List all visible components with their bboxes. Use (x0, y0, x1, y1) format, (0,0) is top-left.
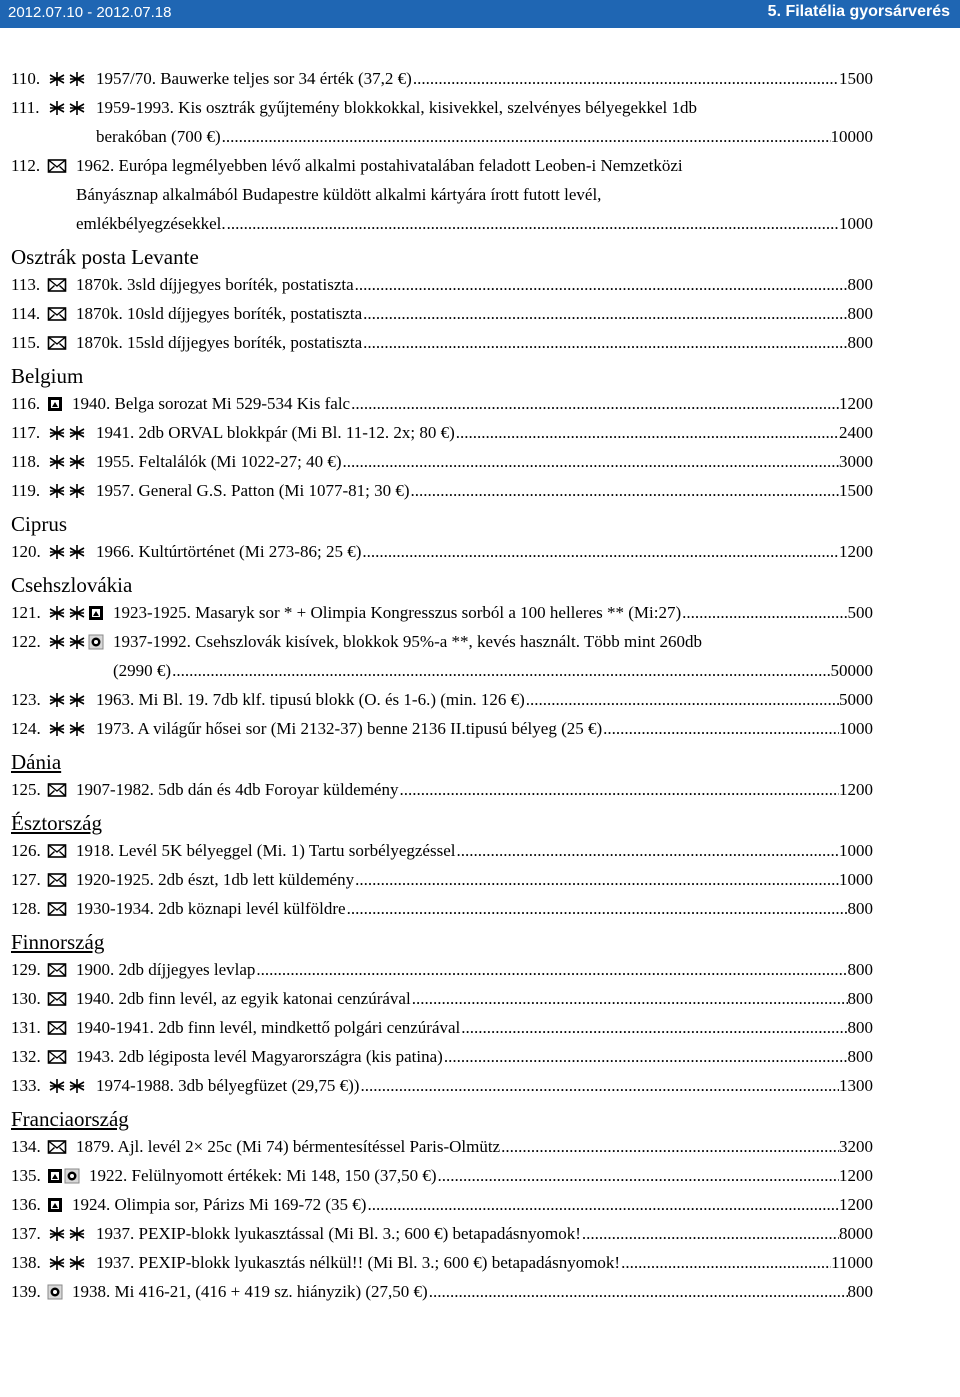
starting-price: 1200 (839, 780, 873, 799)
hinged-icon (47, 1197, 63, 1213)
dot-leader (429, 1277, 848, 1306)
description-text: 1962. Európa legmélyebben lévő alkalmi postahivatalában feladott Leoben-i Nemzetközi (76, 156, 683, 175)
lot-item (11, 389, 873, 418)
description-text: 1938. Mi 416-21, (416 + 419 sz. hiányzik) (27,50 €) (72, 1282, 428, 1301)
description-text: 1940-1941. 2db finn levél, mindkettő polgári cenzúrával (76, 1018, 461, 1037)
lot-number: 117. (11, 423, 41, 442)
lot-item (11, 955, 873, 984)
condition-icons (47, 418, 87, 447)
hinged-icon (47, 1168, 63, 1184)
lot-list (11, 64, 873, 1306)
description-text: 1923-1925. Masaryk sor * + Olimpia Kongresszus sorból a 100 helleres ** (Mi:27) (113, 603, 682, 622)
description-text: 1937. PEXIP-blokk lyukasztással (Mi Bl. 3.; 600 €) betapadásnyomok! (96, 1224, 581, 1243)
description-line (76, 299, 873, 328)
condition-icons (47, 476, 87, 505)
mint-icon (47, 634, 87, 650)
description-line (76, 775, 873, 804)
dot-leader (456, 418, 839, 447)
lot-description (76, 865, 873, 894)
section-heading: Észtország (11, 811, 102, 835)
description-line (76, 1013, 873, 1042)
starting-price: 800 (847, 960, 873, 979)
lot-number: 132. (11, 1047, 41, 1066)
description-text: Bányásznap alkalmából Budapestre küldött alkalmi kártyára írott futott levél, (76, 185, 602, 204)
description-text: 1957/70. Bauwerke teljes sor 34 érték (37,2 €) (96, 69, 412, 88)
section-heading: Franciaország (11, 1107, 129, 1131)
lot-number: 124. (11, 719, 41, 738)
lot-item (11, 1190, 873, 1219)
lot-number: 129. (11, 960, 41, 979)
description-text: 1963. Mi Bl. 19. 7db klf. tipusú blokk (O. és 1-6.) (min. 126 €) (96, 690, 525, 709)
dot-leader (582, 1219, 839, 1248)
description-text: 1966. Kultúrtörténet (Mi 273-86; 25 €) (96, 542, 362, 561)
starting-price: 800 (847, 333, 873, 352)
starting-price: 800 (847, 1282, 873, 1301)
description-text: 1940. 2db finn levél, az egyik katonai cenzúrával (76, 989, 411, 1008)
description-text: 1870k. 3sld díjjegyes boríték, postatiszta (76, 275, 354, 294)
dot-leader (682, 598, 847, 627)
lot-description (76, 1132, 873, 1161)
lot-item (11, 93, 873, 151)
starting-price: 1200 (839, 1166, 873, 1185)
starting-price: 500 (847, 603, 873, 622)
description-text: emlékbélyegzésekkel. (76, 214, 226, 233)
dot-leader (256, 955, 847, 984)
lot-number: 135. (11, 1166, 41, 1185)
starting-price: 10000 (830, 127, 873, 146)
condition-icons (47, 389, 63, 418)
condition-icons (47, 1248, 87, 1277)
dot-leader (351, 389, 839, 418)
lot-description (76, 984, 873, 1013)
description-line (76, 209, 873, 238)
lot-item (11, 151, 873, 238)
lot-description (96, 64, 873, 93)
lot-number: 122. (11, 632, 41, 651)
dot-leader (501, 1132, 839, 1161)
condition-icons (47, 955, 67, 984)
lot-description (96, 418, 873, 447)
section-heading: Osztrák posta Levante (11, 245, 199, 269)
lot-description (113, 598, 873, 627)
starting-price: 1300 (839, 1076, 873, 1095)
description-text: 1955. Feltalálók (Mi 1022-27; 40 €) (96, 452, 342, 471)
lot-item (11, 598, 873, 627)
lot-number: 139. (11, 1282, 41, 1301)
lot-number: 118. (11, 452, 41, 471)
starting-price: 800 (847, 275, 873, 294)
description-line (96, 93, 873, 122)
dot-leader (363, 328, 847, 357)
lot-description (96, 447, 873, 476)
description-line (96, 714, 873, 743)
condition-icons (47, 1277, 63, 1306)
lot-description (76, 1013, 873, 1042)
description-text: 1959-1993. Kis osztrák gyűjtemény blokkokkal, kisivekkel, szelvényes bélyegekkel 1db (96, 98, 698, 117)
description-line (76, 894, 873, 923)
description-line (96, 685, 873, 714)
dot-leader (343, 447, 839, 476)
description-line (72, 389, 873, 418)
lot-description (76, 151, 873, 238)
description-line (96, 1071, 873, 1100)
envelope-icon (47, 1020, 67, 1036)
starting-price: 8000 (839, 1224, 873, 1243)
lot-item (11, 1277, 873, 1306)
mint-icon (47, 71, 87, 87)
description-line (72, 1190, 873, 1219)
description-line (76, 1132, 873, 1161)
used-icon (88, 634, 104, 650)
description-line (76, 984, 873, 1013)
description-line (76, 865, 873, 894)
description-line (76, 836, 873, 865)
description-text: 1930-1934. 2db köznapi levél külföldre (76, 899, 346, 918)
dot-leader (347, 894, 848, 923)
lot-description (76, 836, 873, 865)
description-text: 1974-1988. 3db bélyegfüzet (29,75 €)) (96, 1076, 360, 1095)
lot-description (76, 1042, 873, 1071)
lot-number: 110. (11, 69, 41, 88)
section-heading: Dánia (11, 750, 62, 774)
hinged-icon (47, 396, 63, 412)
description-line (96, 476, 873, 505)
mint-icon (47, 1255, 87, 1271)
lot-number: 131. (11, 1018, 41, 1037)
section-heading: Csehszlovákia (11, 573, 133, 597)
condition-icons (47, 151, 67, 180)
lot-item (11, 270, 873, 299)
lot-item (11, 447, 873, 476)
lot-description (76, 328, 873, 357)
condition-icons (47, 447, 87, 476)
mint-icon (47, 721, 87, 737)
starting-price: 1000 (839, 870, 873, 889)
condition-icons (47, 328, 67, 357)
lot-number: 114. (11, 304, 41, 323)
condition-icons (47, 1190, 63, 1219)
mint-icon (47, 692, 87, 708)
dot-leader (444, 1042, 848, 1071)
lot-number: 115. (11, 333, 41, 352)
lot-item (11, 894, 873, 923)
starting-price: 3000 (839, 452, 873, 471)
lot-item (11, 714, 873, 743)
envelope-icon (47, 872, 67, 888)
lot-item (11, 685, 873, 714)
description-text: 1922. Felülnyomott értékek: Mi 148, 150 (37,50 €) (89, 1166, 437, 1185)
description-text: 1937-1992. Csehszlovák kisívek, blokkok 95%-a **, kevés használt. Több mint 260db (113, 632, 702, 651)
condition-icons (47, 984, 67, 1013)
lot-item (11, 1071, 873, 1100)
lot-number: 134. (11, 1137, 41, 1156)
lot-item (11, 865, 873, 894)
starting-price: 800 (847, 1047, 873, 1066)
mint-icon (47, 425, 87, 441)
lot-number: 113. (11, 275, 41, 294)
description-line (76, 328, 873, 357)
dot-leader (412, 984, 848, 1013)
lot-description (76, 775, 873, 804)
description-line (96, 418, 873, 447)
condition-icons (47, 299, 67, 328)
description-text: 1918. Levél 5K bélyeggel (Mi. 1) Tartu sorbélyegzéssel (76, 841, 456, 860)
lot-number: 120. (11, 542, 41, 561)
starting-price: 1200 (839, 1195, 873, 1214)
lot-number: 126. (11, 841, 41, 860)
dot-leader (227, 209, 839, 238)
lot-number: 137. (11, 1224, 41, 1243)
lot-number: 136. (11, 1195, 41, 1214)
starting-price: 800 (847, 899, 873, 918)
lot-item (11, 418, 873, 447)
dot-leader (360, 1071, 839, 1100)
envelope-icon (47, 1139, 67, 1155)
description-line (96, 537, 873, 566)
condition-icons (47, 1132, 67, 1161)
description-text: berakóban (700 €) (96, 127, 221, 146)
envelope-icon (47, 782, 67, 798)
lot-description (72, 1277, 873, 1306)
dot-leader (603, 714, 839, 743)
description-line (72, 1277, 873, 1306)
dot-leader (456, 836, 839, 865)
lot-number: 138. (11, 1253, 41, 1272)
condition-icons (47, 1071, 87, 1100)
description-text: 1941. 2db ORVAL blokkpár (Mi Bl. 11-12. 2x; 80 €) (96, 423, 455, 442)
starting-price: 1200 (839, 394, 873, 413)
description-text: 1943. 2db légiposta levél Magyarországra (kis patina) (76, 1047, 443, 1066)
dot-leader (355, 865, 839, 894)
lot-number: 133. (11, 1076, 41, 1095)
lot-description (76, 270, 873, 299)
lot-number: 125. (11, 780, 41, 799)
lot-item (11, 984, 873, 1013)
lot-item (11, 1132, 873, 1161)
description-text: 1879. Ajl. levél 2× 25c (Mi 74) bérmentesítéssel Paris-Olmütz (76, 1137, 501, 1156)
condition-icons (47, 714, 87, 743)
dot-leader (413, 64, 839, 93)
description-line (96, 1219, 873, 1248)
condition-icons (47, 1161, 80, 1190)
starting-price: 2400 (839, 423, 873, 442)
lot-item (11, 64, 873, 93)
dot-leader (621, 1248, 831, 1277)
description-text: 1900. 2db díjjegyes levlap (76, 960, 256, 979)
envelope-icon (47, 158, 67, 174)
catalog-title: 5. Filatélia gyorsárverés (767, 3, 950, 20)
condition-icons (47, 1013, 67, 1042)
lot-item (11, 328, 873, 357)
starting-price: 800 (847, 989, 873, 1008)
envelope-icon (47, 962, 67, 978)
starting-price: 3200 (839, 1137, 873, 1156)
condition-icons (47, 836, 67, 865)
dot-leader (362, 537, 839, 566)
description-line (76, 955, 873, 984)
description-line (76, 180, 873, 209)
dot-leader (399, 775, 839, 804)
lot-description (113, 627, 873, 685)
condition-icons (47, 64, 87, 93)
used-icon (64, 1168, 80, 1184)
description-text: 1940. Belga sorozat Mi 529-534 Kis falc (72, 394, 351, 413)
dot-leader (461, 1013, 847, 1042)
dot-leader (526, 685, 839, 714)
lot-description (76, 299, 873, 328)
condition-icons (47, 537, 87, 566)
lot-number: 111. (11, 98, 40, 117)
starting-price: 800 (847, 304, 873, 323)
lot-item (11, 1248, 873, 1277)
description-text: 1924. Olimpia sor, Párizs Mi 169-72 (35 €) (72, 1195, 367, 1214)
page-header (0, 0, 960, 28)
dot-leader (355, 270, 848, 299)
lot-number: 123. (11, 690, 41, 709)
description-line (113, 598, 873, 627)
starting-price: 1000 (839, 841, 873, 860)
description-text: 1870k. 15sld díjjegyes boríték, postatiszta (76, 333, 363, 352)
mint-icon (47, 100, 87, 116)
mint-icon (47, 454, 87, 470)
lot-number: 127. (11, 870, 41, 889)
lot-description (96, 93, 873, 151)
condition-icons (47, 865, 67, 894)
lot-item (11, 537, 873, 566)
hinged-icon (88, 605, 104, 621)
description-line (96, 122, 873, 151)
description-text: 1870k. 10sld díjjegyes boríték, postatiszta (76, 304, 363, 323)
condition-icons (47, 685, 87, 714)
starting-price: 1500 (839, 69, 873, 88)
lot-description (96, 537, 873, 566)
dot-leader (411, 476, 839, 505)
lot-number: 116. (11, 394, 41, 413)
lot-description (76, 894, 873, 923)
lot-description (72, 389, 873, 418)
lot-item (11, 836, 873, 865)
lot-description (96, 1248, 873, 1277)
starting-price: 11000 (831, 1253, 873, 1272)
lot-number: 112. (11, 156, 41, 175)
condition-icons (47, 627, 104, 656)
description-text: 1937. PEXIP-blokk lyukasztás nélkül!! (Mi Bl. 3.; 600 €) betapadásnyomok! (96, 1253, 621, 1272)
description-text: 1957. General G.S. Patton (Mi 1077-81; 30 €) (96, 481, 410, 500)
lot-description (76, 955, 873, 984)
lot-number: 128. (11, 899, 41, 918)
mint-icon (47, 605, 87, 621)
lot-description (72, 1190, 873, 1219)
description-text: (2990 €) (113, 661, 172, 680)
starting-price: 1500 (839, 481, 873, 500)
lot-item (11, 299, 873, 328)
starting-price: 1000 (839, 719, 873, 738)
envelope-icon (47, 901, 67, 917)
mint-icon (47, 1226, 87, 1242)
envelope-icon (47, 277, 67, 293)
used-icon (47, 1284, 63, 1300)
dot-leader (367, 1190, 839, 1219)
lot-number: 121. (11, 603, 41, 622)
date-range: 2012.07.10 - 2012.07.18 (8, 4, 172, 21)
description-line (96, 447, 873, 476)
description-line (96, 64, 873, 93)
starting-price: 1000 (839, 214, 873, 233)
envelope-icon (47, 843, 67, 859)
description-line (76, 151, 873, 180)
starting-price: 800 (847, 1018, 873, 1037)
starting-price: 50000 (830, 661, 873, 680)
description-line (113, 656, 873, 685)
lot-description (96, 1071, 873, 1100)
condition-icons (47, 598, 104, 627)
description-line (76, 1042, 873, 1071)
condition-icons (47, 1042, 67, 1071)
description-text: 1973. A világűr hősei sor (Mi 2132-37) benne 2136 II.tipusú bélyeg (25 €) (96, 719, 603, 738)
lot-description (96, 685, 873, 714)
envelope-icon (47, 1049, 67, 1065)
dot-leader (438, 1161, 839, 1190)
lot-item (11, 476, 873, 505)
condition-icons (47, 270, 67, 299)
condition-icons (47, 894, 67, 923)
envelope-icon (47, 306, 67, 322)
description-line (113, 627, 873, 656)
mint-icon (47, 483, 87, 499)
lot-item (11, 1219, 873, 1248)
envelope-icon (47, 335, 67, 351)
condition-icons (47, 1219, 87, 1248)
lot-number: 130. (11, 989, 41, 1008)
description-line (76, 270, 873, 299)
description-line (96, 1248, 873, 1277)
lot-item (11, 775, 873, 804)
lot-description (96, 1219, 873, 1248)
lot-item (11, 1042, 873, 1071)
dot-leader (363, 299, 847, 328)
mint-icon (47, 1078, 87, 1094)
description-text: 1907-1982. 5db dán és 4db Foroyar küldemény (76, 780, 399, 799)
envelope-icon (47, 991, 67, 1007)
starting-price: 1200 (839, 542, 873, 561)
lot-item (11, 1013, 873, 1042)
lot-item (11, 627, 873, 685)
mint-icon (47, 544, 87, 560)
description-line (89, 1161, 873, 1190)
starting-price: 5000 (839, 690, 873, 709)
lot-item (11, 1161, 873, 1190)
lot-number: 119. (11, 481, 41, 500)
dot-leader (172, 656, 830, 685)
dot-leader (222, 122, 831, 151)
lot-description (96, 714, 873, 743)
section-heading: Finnország (11, 930, 105, 954)
condition-icons (47, 775, 67, 804)
section-heading: Belgium (11, 364, 84, 388)
lot-description (89, 1161, 873, 1190)
description-text: 1920-1925. 2db észt, 1db lett küldemény (76, 870, 355, 889)
condition-icons (47, 93, 87, 122)
section-heading: Ciprus (11, 512, 68, 536)
lot-description (96, 476, 873, 505)
